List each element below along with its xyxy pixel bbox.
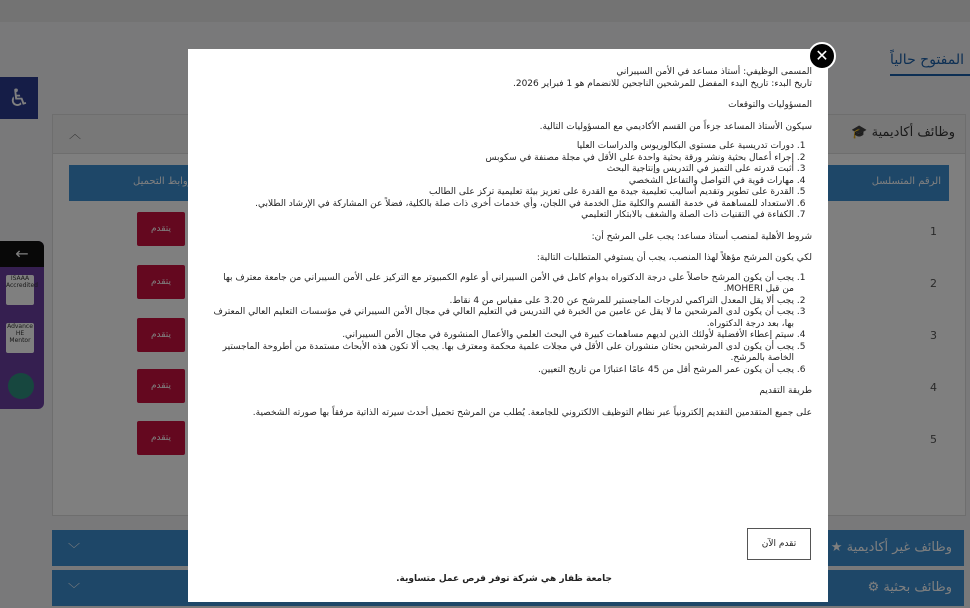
list-item: 7. الكفاءة في التقنيات ذات الصلة والشغف بالابتكار التعليمي (212, 210, 794, 222)
eligibility-intro: لكي يكون المرشح مؤهلاً لهذا المنصب، يجب أن يستوفي المتطلبات التالية: (536, 253, 812, 263)
responsibilities-list (212, 141, 812, 222)
eligibility-list (212, 273, 812, 377)
equal-opportunity-note: جامعة ظفار هي شركة توفر فرص عمل متساوية. (396, 574, 612, 584)
list-item: 6. الاستعداد للمساهمة في خدمة القسم والكلية مثل الخدمة في اللجان، وأي خدمات أخرى ذات صلة بالكلية، فضلاً عن المشاركة في الإرشاد الطلابي. (212, 199, 794, 211)
list-item: 1. يجب أن يكون المرشح حاصلاً على درجة الدكتوراه بدوام كامل في الأمن السيبراني أو علوم الكمبيوتر مع التركيز على الأمن السيبراني من جامعة معترف بها من قبل MOHERI. (212, 273, 794, 296)
job-details-modal (188, 49, 828, 602)
list-item: 4. مهارات قوية في التواصل والتفاعل الشخصي (212, 176, 794, 188)
method-heading: طريقة التقديم (759, 386, 812, 396)
responsibilities-heading: المسؤوليات والتوقعات (728, 100, 812, 110)
apply-now-button[interactable]: تقدم الآن (747, 528, 811, 560)
list-item: 2. إجراء أعمال بحثية ونشر ورقة بحثية واحدة على الأقل في مجلة مصنفة في سكوبس (212, 153, 794, 165)
eligibility-heading: شروط الأهلية لمنصب أستاذ مساعد: يجب على المرشح أن: (591, 231, 812, 242)
job-title-line: المسمى الوظيفي: أستاذ مساعد في الأمن السيبراني (616, 67, 812, 77)
list-item: 5. القدرة على تطوير وتقديم أساليب تعليمية جيدة مع القدرة على تعزيز بيئة تعليمية تركز على الطالب (212, 187, 794, 199)
responsibilities-intro: سيكون الأستاذ المساعد جزءاً من القسم الأكاديمي مع المسؤوليات التالية. (539, 121, 812, 132)
list-item: 3. أثبت قدرته على التميز في التدريس وإنتاجية البحث (212, 164, 794, 176)
list-item: 4. سيتم إعطاء الأفضلية لأولئك الذين لديهم مساهمات كبيرة في البحث العلمي والأعمال المنشورة في مجال الأمن السيبراني. (212, 330, 794, 342)
start-date-line: تاريخ البدء: تاريخ البدء المفضل للمرشحين الناجحين للانضمام هو 1 فبراير 2026. (512, 78, 812, 89)
list-item: 2. يجب ألا يقل المعدل التراكمي لدرجات الماجستير للمرشح عن 3.20 على مقياس من 4 نقاط. (212, 296, 794, 308)
list-item: 6. يجب أن يكون عمر المرشح أقل من 45 عامًا اعتبارًا من تاريخ التعيين. (212, 365, 794, 377)
method-text: على جميع المتقدمين التقديم إلكترونياً عبر نظام التوظيف الالكتروني للجامعة. يُطلب من المرشح تحميل أحدث سيرته الذاتية مرفقاً بها صورته الشخصية. (252, 407, 812, 418)
list-item: 3. يجب أن يكون لدى المرشحين ما لا يقل عن عامين من الخبرة في التدريس في التعليم العالي في مجال الأمن السيبراني في مؤسسات التعليم العالي المعترف بها، بعد درجة الدكتوراه. (212, 307, 794, 330)
close-icon[interactable]: ✕ (808, 42, 836, 70)
list-item: 5. يجب أن يكون لدى المرشحين بحثان منشوران على الأقل في مجلات علمية محكمة ومعترف بها. يجب ألا تكون هذه الأبحاث مستمدة من أطروحة الماجستير الخاصة بالمرشح. (212, 342, 794, 365)
job-description (212, 67, 812, 419)
list-item: 1. دورات تدريسية على مستوى البكالوريوس والدراسات العليا (212, 141, 794, 153)
